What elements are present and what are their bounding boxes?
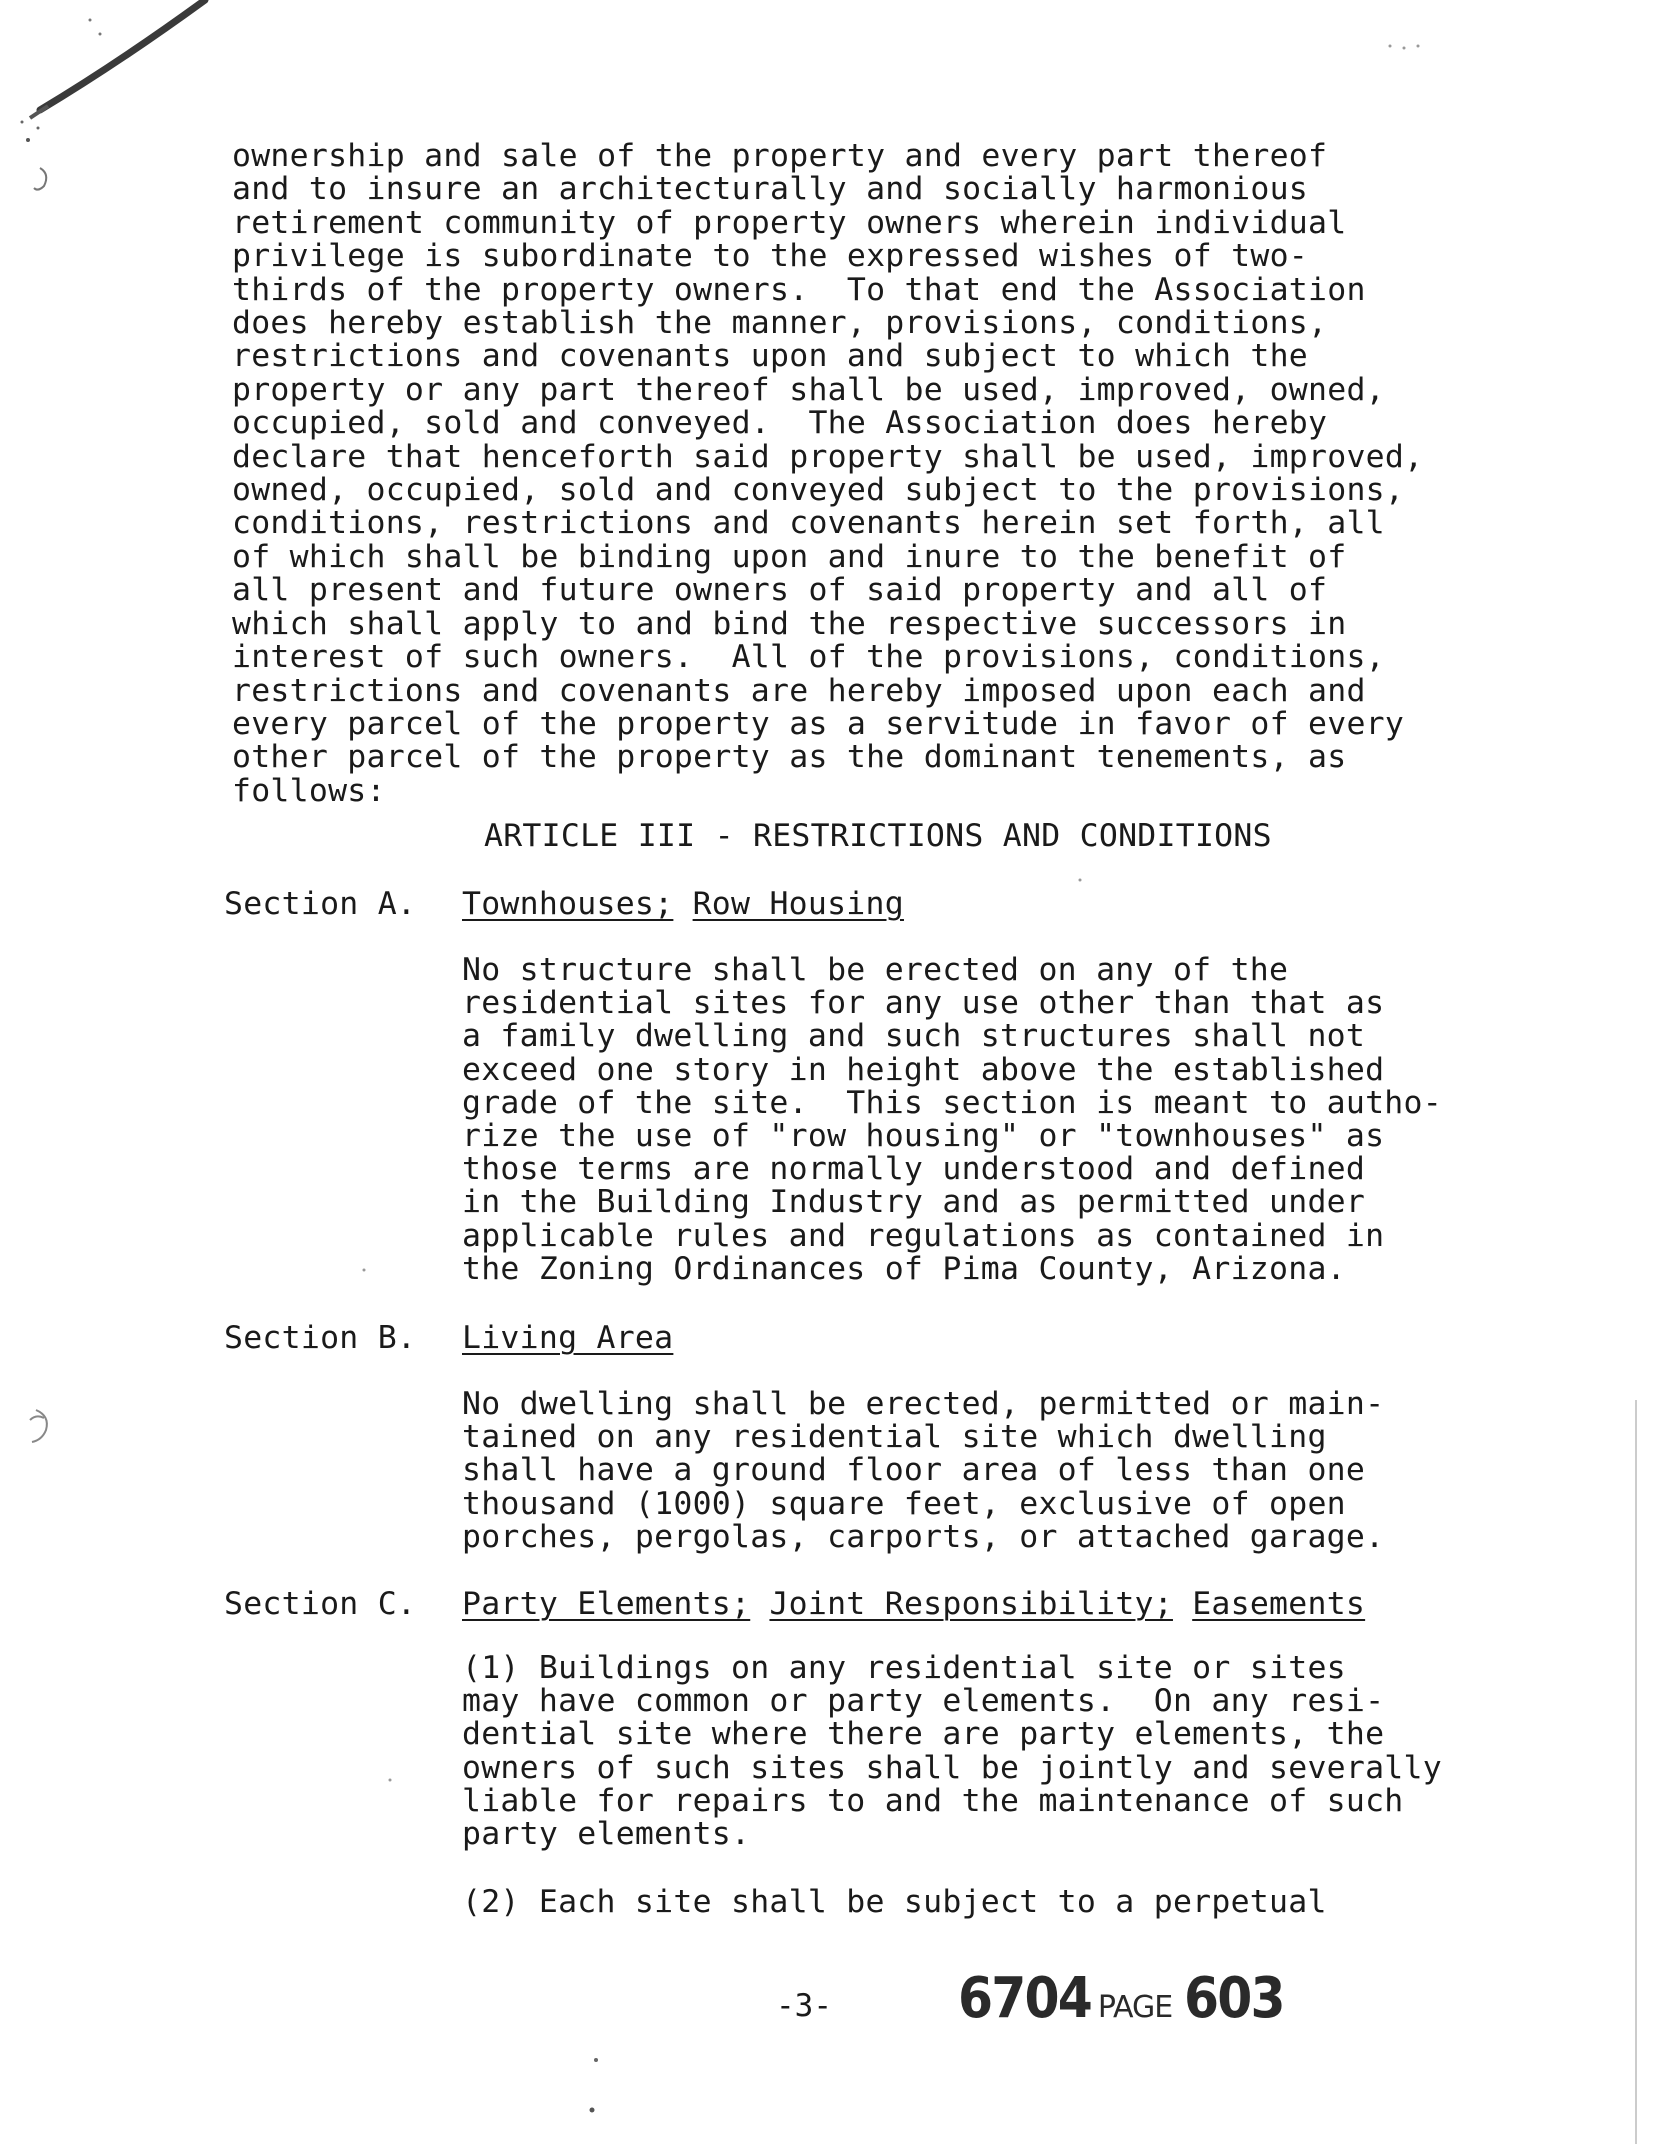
body-paragraph: ownership and sale of the property and every part thereof and to insure an architecturally and socially harmonious retirement community of property owners wherein individual privilege is subordinate to the expressed wishes of two- thirds of the property owners. To that end the Association does hereby establish the manner, provisions, conditions, restrictions and covenants upon and subject to which the property or any part thereof shall be used, improved, owned, occupied, sold and conveyed. The Association does hereby declare that henceforth said property shall be used, improved, owned, occupied, sold and conveyed subject to the provisions, conditions, restrictions and covenants herein set forth, all of which shall be binding upon and inure to the benefit of all present and future owners of said property and all of which shall apply to and bind the respective successors in interest of such owners. All of the provisions, conditions, restrictions and covenants are hereby imposed upon each and every parcel of the property as a servitude in favor of every other parcel of the property as the dominant tenements, as follows: <box>232 138 1424 809</box>
section-b-title: Living Area <box>462 1320 674 1356</box>
section-b-body: No dwelling shall be erected, permitted or main- tained on any residential site which dwelling shall have a ground floor area of less than one thousand (1000) square feet, exclusive of open porches, pergolas, carports, or attached garage. <box>462 1386 1385 1555</box>
section-c-title <box>462 1586 1365 1622</box>
section-c-title-part1: Party Elements; <box>462 1586 751 1622</box>
section-c-title-part3: Easements <box>1192 1586 1366 1622</box>
stamp-page-number: 603 <box>1184 1966 1285 2031</box>
section-c-body-1: (1) Buildings on any residential site or sites may have common or party elements. On any resi- dential site where there are party elements, the owners of such sites shall be jointly and severally liable for repairs to and the maintenance of such party elements. <box>462 1650 1442 1853</box>
stamp-page-word: PAGE <box>1097 1990 1173 2025</box>
section-c-label: Section C. <box>224 1586 417 1622</box>
section-a-label: Section A. <box>224 886 417 922</box>
section-c-body-2: (2) Each site shall be subject to a perpetual <box>462 1884 1327 1920</box>
section-a-title-part2: Row Housing <box>692 886 904 922</box>
article-heading: ARTICLE III - RESTRICTIONS AND CONDITIONS <box>484 818 1272 854</box>
section-c-title-part2: Joint Responsibility; <box>769 1586 1173 1622</box>
section-b-label: Section B. <box>224 1320 417 1356</box>
page-number: -3- <box>776 1988 832 2024</box>
stamp-book-number: 6704 <box>958 1966 1092 2031</box>
section-a-title <box>462 886 904 922</box>
section-a-title-part1: Townhouses; <box>462 886 674 922</box>
section-a-body: No structure shall be erected on any of the residential sites for any use other than that as a family dwelling and such structures shall not exceed one story in height above the established grade of the site. This section is meant to autho- rize the use of "row housing" or "townhouses" as those terms are normally understood and defined in the Building Industry and as permitted under applicable rules and regulations as contained in the Zoning Ordinances of Pima County, Arizona. <box>462 952 1442 1287</box>
recording-stamp <box>958 1966 1295 2031</box>
